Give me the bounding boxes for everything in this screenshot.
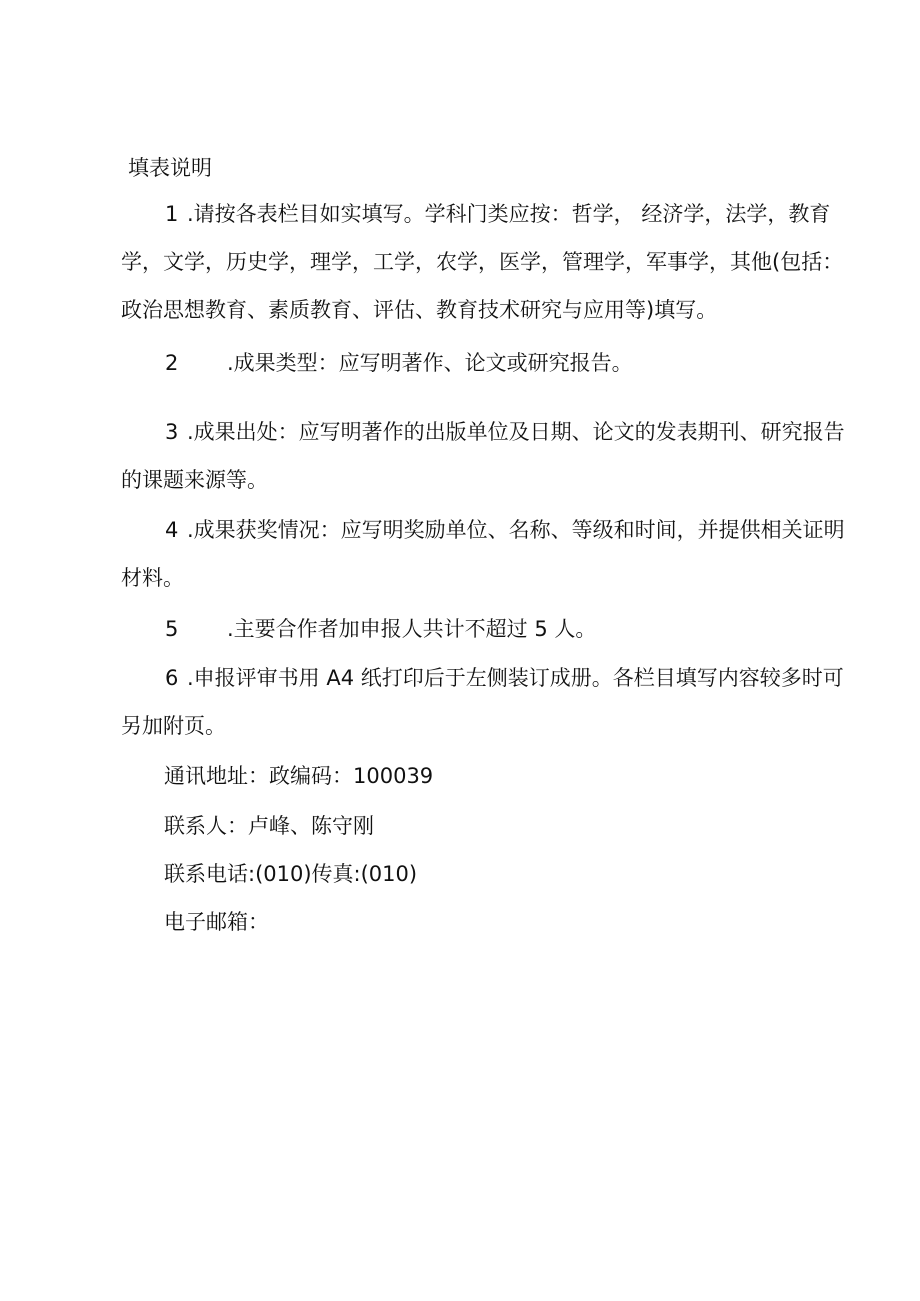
item-number: 6 <box>165 666 179 690</box>
item-text: .成果类型：应写明著作、论文或研究报告。 <box>227 351 633 375</box>
instruction-item-2 <box>121 339 861 387</box>
item-text: .成果获奖情况：应写明奖励单位、名称、等级和时间，并提供相关证明材料。 <box>121 518 845 590</box>
item-text: .请按各表栏目如实填写。学科门类应按：哲学， 经济学，法学，教育学，文学，历史学，理学，工学，农学，医学，管理学，军事学，其他(包括：政治思想教育、素质教育、评估、教育技术研究与应用等)填写。 <box>121 202 844 322</box>
contact-address: 通讯地址：政编码：100039 <box>164 764 434 788</box>
item-number: 3 <box>165 420 179 444</box>
instruction-item-1 <box>121 190 861 334</box>
item-number: 5 <box>165 617 179 641</box>
item-text: .主要合作者加申报人共计不超过 5 人。 <box>227 617 597 641</box>
instruction-item-6 <box>121 654 861 750</box>
item-number: 4 <box>165 518 179 542</box>
contact-person: 联系人：卢峰、陈守刚 <box>164 814 374 838</box>
instruction-item-5 <box>121 605 861 653</box>
page-title: 填表说明 <box>128 156 212 180</box>
item-text: .申报评审书用 A4 纸打印后于左侧装订成册。各栏目填写内容较多时可另加附页。 <box>121 666 844 738</box>
instruction-item-4 <box>121 506 861 602</box>
contact-email: 电子邮箱： <box>164 910 269 934</box>
contact-phone: 联系电话:(010)传真:(010) <box>164 862 418 886</box>
item-number: 1 <box>165 202 179 226</box>
item-number: 2 <box>165 351 179 375</box>
item-text: .成果出处：应写明著作的出版单位及日期、论文的发表期刊、研究报告的课题来源等。 <box>121 420 845 492</box>
instruction-item-3 <box>121 408 861 504</box>
